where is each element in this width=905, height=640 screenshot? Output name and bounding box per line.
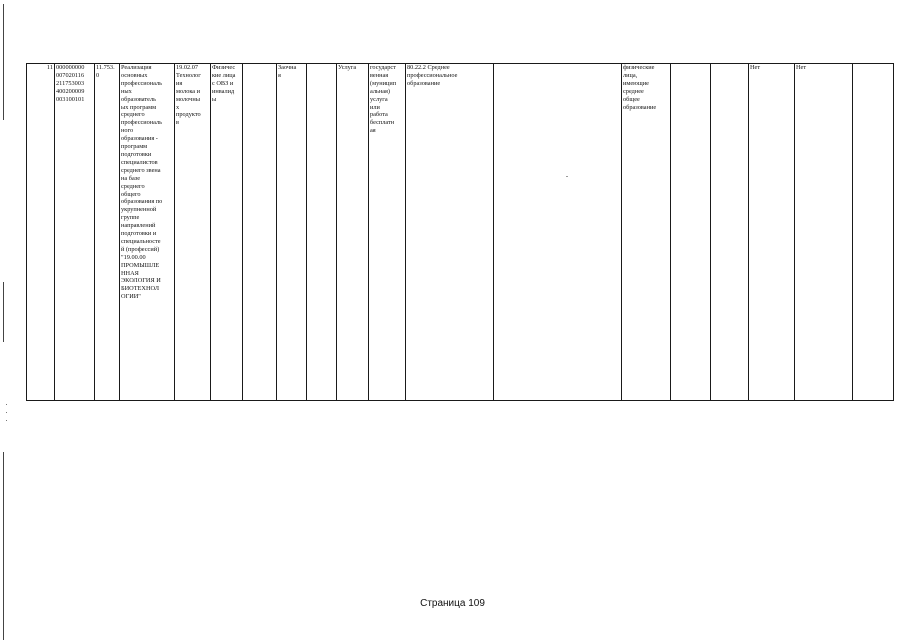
- empty-cell-1: [243, 64, 277, 401]
- service-kind-cell: государст венная (муницип альная) услуга или работа бесплатн ая: [369, 64, 406, 401]
- empty-cell-5: [711, 64, 749, 401]
- code-short-cell: 11.753. 0: [95, 64, 120, 401]
- empty-cell-3: [494, 64, 622, 401]
- table-row: [27, 64, 894, 401]
- category-cell: физические лица, имеющие среднее общее образование: [622, 64, 671, 401]
- empty-cell-4: [671, 64, 711, 401]
- flag-cell-2: Нет: [795, 64, 853, 401]
- scan-edge-dot: [6, 404, 7, 405]
- specialty-cell: 19.02.07 Технолог ия молока и молочны х продукто в: [175, 64, 211, 401]
- empty-cell-6: [853, 64, 894, 401]
- scan-edge-line-mid: [3, 282, 4, 342]
- okved-cell: 80.22.2 Среднее профессиональное образование: [406, 64, 494, 401]
- flag-cell-1: Нет: [749, 64, 795, 401]
- type-cell: Услуга: [337, 64, 369, 401]
- program-name-cell: Реализация основных профессиональ ных образователь ых программ среднего профессиональ ного образования - программ подготовки специалистов среднего звена на базе среднего общего образования по укрупненной группе направлений подготовки и специальносте й (профессий) "19.00.00 ПРОМЫШЛЕ ННАЯ ЭКОЛОГИЯ И БИОТЕХНОЛ ОГИИ": [120, 64, 175, 401]
- scan-edge-dot: [6, 412, 7, 413]
- empty-cell-2: [307, 64, 337, 401]
- row-number: 11: [27, 64, 55, 401]
- registry-table: [26, 63, 894, 401]
- form-cell: Заочна я: [277, 64, 307, 401]
- scan-edge-line-top: [3, 4, 4, 120]
- page-number: Страница 109: [420, 598, 485, 609]
- registry-code-cell: 000000000 007020116 211753003 400200009 003100101: [55, 64, 95, 401]
- scan-edge-line-bottom: [3, 452, 4, 640]
- consumers-cell: Физичес кие лица с ОВЗ и инвалид ы: [211, 64, 243, 401]
- scan-edge-dot: [6, 420, 7, 421]
